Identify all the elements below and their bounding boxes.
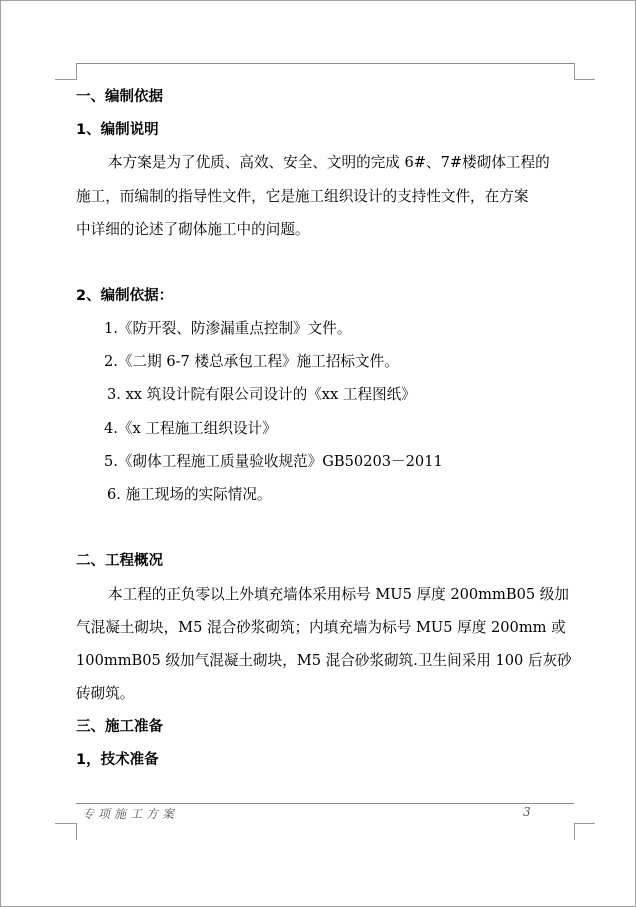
crop-mark-top-right-h <box>574 79 595 80</box>
section-heading-2: 二、工程概况 <box>76 553 163 569</box>
crop-mark-bottom-left-v <box>76 823 77 840</box>
crop-mark-bottom-right-v <box>574 823 575 840</box>
paragraph-1-line-1: 本方案是为了优质、高效、安全、文明的完成 6#、7#楼砌体工程的 <box>108 154 550 171</box>
section-heading-1: 一、编制依据 <box>76 89 163 105</box>
subsection-title-1: 1、编制说明 <box>76 122 159 138</box>
basis-item-4: 4.《x 工程施工组织设计》 <box>104 420 277 437</box>
subsection-title-2: 2、编制依据： <box>76 288 174 304</box>
paragraph-1-line-2: 施工，而编制的指导性文件，它是施工组织设计的支持性文件，在方案 <box>76 188 529 205</box>
crop-mark-bottom-right-h <box>574 823 595 824</box>
basis-item-6: 6. 施工现场的实际情况。 <box>107 486 272 503</box>
basis-item-2: 2.《二期 6-7 楼总承包工程》施工招标文件。 <box>104 353 399 370</box>
section-heading-3: 三、施工准备 <box>76 719 163 735</box>
crop-mark-bottom-left-h <box>55 823 76 824</box>
paragraph-2-line-2: 气混凝土砌块，M5 混合砂浆砌筑；内填充墙为标号 MU5 厚度 200mm 或 <box>76 619 566 636</box>
paragraph-2-line-3: 100mmB05 级加气混凝土砌块，M5 混合砂浆砌筑.卫生间采用 100 后灰砂 <box>76 652 572 669</box>
paragraph-2-line-4: 砖砌筑。 <box>76 685 135 702</box>
subsection-title-3: 1，技术准备 <box>76 752 159 768</box>
basis-item-3: 3. xx 筑设计院有限公司设计的《xx 工程图纸》 <box>107 386 416 403</box>
crop-mark-top-left-h <box>55 79 76 80</box>
page-number: 3 <box>523 805 531 819</box>
basis-item-1: 1.《防开裂、防渗漏重点控制》文件。 <box>104 320 352 337</box>
crop-mark-top-left-v <box>76 63 77 80</box>
crop-mark-top-right-v <box>574 63 575 80</box>
paragraph-2-line-1: 本工程的正负零以上外填充墙体采用标号 MU5 厚度 200mmB05 级加 <box>108 586 569 603</box>
basis-item-5: 5.《砌体工程施工质量验收规范》GB50203－2011 <box>104 453 443 470</box>
footer-title: 专项施工方案 <box>82 807 179 821</box>
header-rule <box>76 63 574 64</box>
paragraph-1-line-3: 中详细的论述了砌体施工中的问题。 <box>76 221 310 238</box>
footer-rule <box>76 803 574 804</box>
